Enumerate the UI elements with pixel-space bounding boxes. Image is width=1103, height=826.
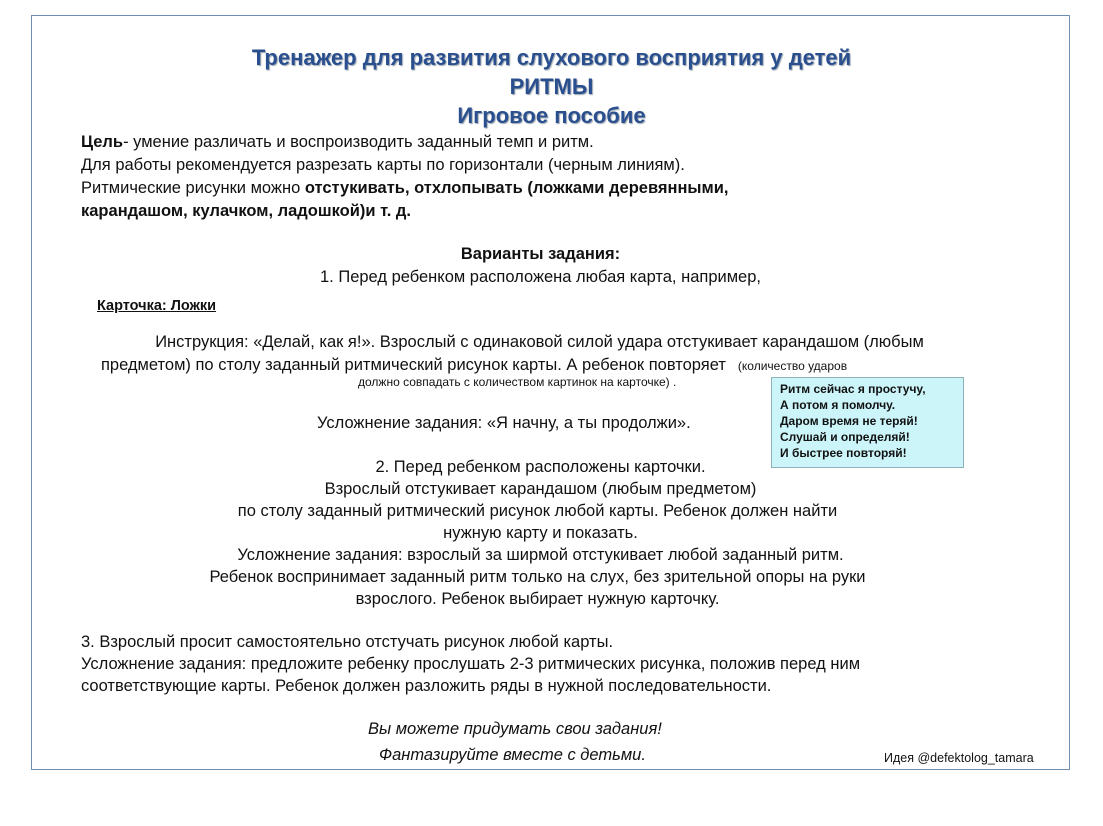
intro-line-2: Для работы рекомендуется разрезать карты по горизонтали (черным линиям).: [81, 156, 685, 174]
intro-line-3: [81, 179, 728, 198]
variant-3-line-3: соответствующие карты. Ребенок должен разложить ряды в нужной последовательности.: [81, 677, 772, 695]
variants-heading: Варианты задания:: [460, 245, 621, 263]
rhyme-line: Слушай и определяй!: [780, 430, 910, 444]
intro-line-3-bold: отстукивать, отхлопывать (ложками деревянными,: [304, 179, 729, 197]
rhyme-line: А потом я помолчу.: [780, 398, 896, 412]
title-line-3: Игровое пособие: [457, 103, 646, 128]
variant-2-line-7: взрослого. Ребенок выбирает нужную карточку.: [355, 590, 720, 608]
variant-2-line-5: Усложнение задания: взрослый за ширмой отстукивает любой заданный ритм.: [237, 546, 844, 564]
goal-text: - умение различать и воспроизводить заданный темп и ритм.: [123, 133, 594, 151]
author-credit: Идея @defektolog_tamara: [884, 751, 1034, 765]
variant-2-line-4: нужную карту и показать.: [443, 524, 638, 542]
instruction-line-2-text: предметом) по столу заданный ритмический рисунок карты. А ребенок повторяет: [101, 356, 726, 374]
instruction-line-1: Инструкция: «Делай, как я!». Взрослый с одинаковой силой удара отстукивает карандашом (любым: [155, 333, 924, 351]
variant-1: 1. Перед ребенком расположена любая карта, например,: [319, 268, 761, 286]
variant-2-line-3: по столу заданный ритмический рисунок любой карты. Ребенок должен найти: [237, 502, 838, 520]
instruction-note-1: (количество ударов: [737, 359, 848, 373]
title-line-2: РИТМЫ: [509, 74, 594, 99]
title-line-1: Тренажер для развития слухового восприятия у детей: [251, 45, 852, 70]
variant-2-line-1: 2. Перед ребенком расположены карточки.: [375, 458, 706, 476]
variant-2-line-6: Ребенок воспринимает заданный ритм только на слух, без зрительной опоры на руки: [209, 568, 866, 586]
card-label: Карточка: Ложки: [97, 298, 217, 314]
complication-1: Усложнение задания: «Я начну, а ты продолжи».: [317, 414, 691, 432]
rhyme-line: Ритм сейчас я простучу,: [780, 382, 926, 396]
goal-line: [81, 133, 594, 152]
variant-3-line-1: 3. Взрослый просит самостоятельно отстучать рисунок любой карты.: [81, 633, 614, 651]
closing-line-1: Вы можете придумать свои задания!: [368, 720, 662, 738]
instruction-note-2: должно совпадать с количеством картинок на карточке) .: [358, 375, 677, 389]
rhyme-box: [771, 377, 964, 468]
instruction-line-2: [101, 356, 847, 375]
intro-line-4: карандашом, кулачком, ладошкой)и т. д.: [81, 202, 411, 220]
rhyme-line: Даром время не теряй!: [780, 414, 918, 428]
variant-3-line-2: Усложнение задания: предложите ребенку прослушать 2-3 ритмических рисунка, положив перед ним: [81, 655, 861, 673]
rhyme-line: И быстрее повторяй!: [780, 446, 907, 460]
closing-line-2: Фантазируйте вместе с детьми.: [379, 746, 646, 764]
variant-2-line-2: Взрослый отстукивает карандашом (любым предметом): [324, 480, 757, 498]
intro-line-3-plain: Ритмические рисунки можно: [81, 179, 305, 197]
goal-label: Цель: [81, 133, 124, 151]
